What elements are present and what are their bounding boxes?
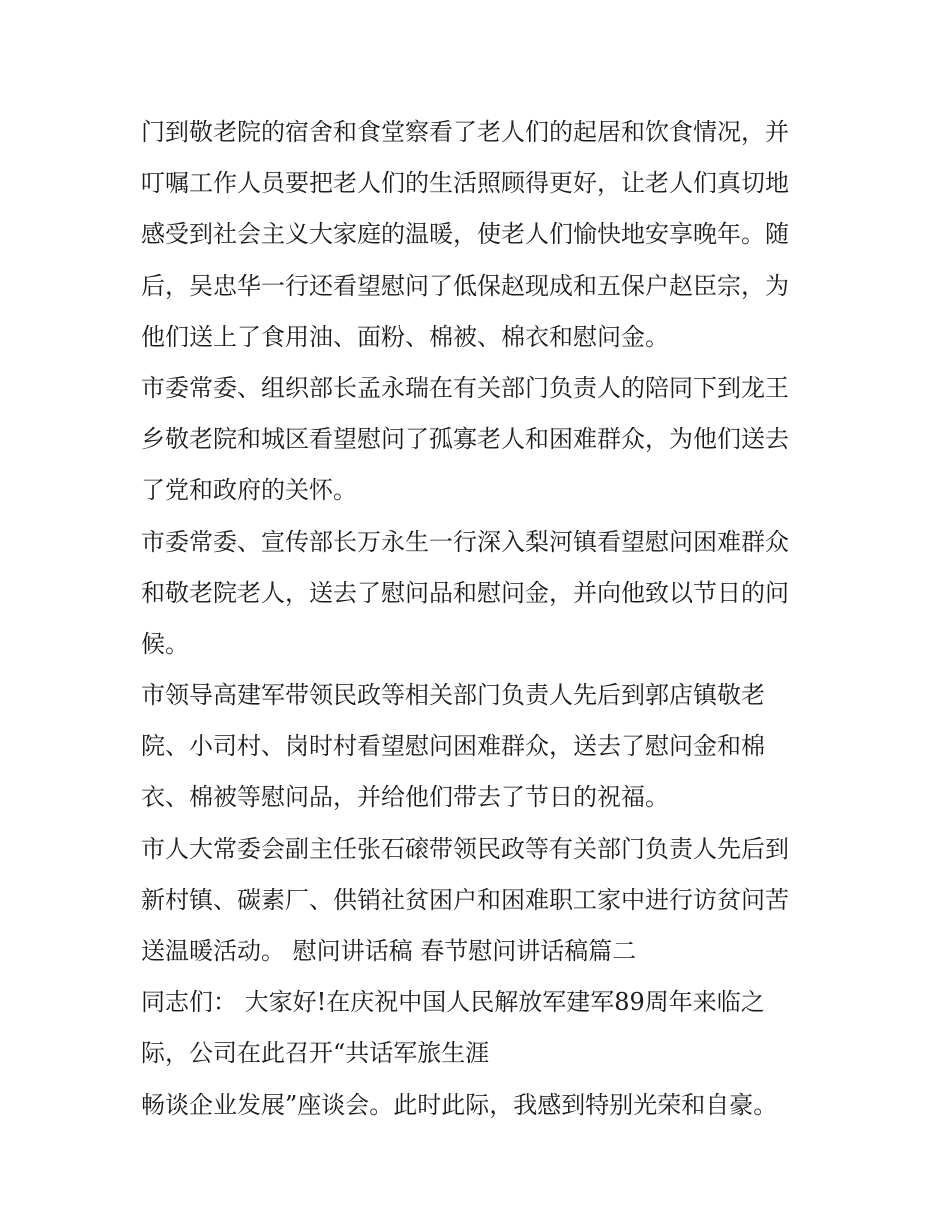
document-body	[141, 107, 821, 1131]
text-line: 市委常委、宣传部长万永生一行深入梨河镇看望慰问困难群众	[141, 527, 789, 556]
text-line: 门到敬老院的宿舍和食堂察看了老人们的起居和饮食情况，并	[141, 118, 789, 146]
text-line: 和敬老院老人，送去了慰问品和慰问金，并向他致以节日的问	[141, 578, 789, 607]
text-line: 际，公司在此召开“共话军旅生涯	[141, 1039, 490, 1068]
text-line: 后，吴忠华一行还看望慰问了低保赵现成和五保户赵臣宗，为	[141, 271, 789, 300]
text-line: 新村镇、碳素厂、供销社贫困户和困难职工家中进行访贫问苦	[141, 885, 789, 914]
text-line: 衣、棉被等慰问品，并给他们带去了节日的祝福。	[141, 783, 669, 812]
text-line: 候。	[141, 629, 189, 658]
text-line: 了党和政府的关怀。	[141, 476, 357, 505]
text-line: 叮嘱工作人员要把老人们的生活照顾得更好，让老人们真切地	[141, 169, 789, 198]
text-line: 送温暖活动。 慰问讲话稿 春节慰问讲话稿篇二	[141, 937, 637, 965]
text-line: 畅谈企业发展”座谈会。此时此际，我感到特别光荣和自豪。	[141, 1090, 778, 1119]
text-line: 乡敬老院和城区看望慰问了孤寡老人和困难群众，为他们送去	[141, 425, 789, 454]
text-line: 市委常委、组织部长孟永瑞在有关部门负责人的陪同下到龙王	[141, 373, 789, 402]
text-line: 感受到社会主义大家庭的温暖，使老人们愉快地安享晚年。随	[141, 220, 789, 249]
text-line: 市领导高建军带领民政等相关部门负责人先后到郭店镇敬老	[141, 681, 765, 710]
text-line: 同志们： 大家好!在庆祝中国人民解放军建军89周年来临之	[141, 988, 765, 1017]
text-line: 院、小司村、岗时村看望慰问困难群众，送去了慰问金和棉	[141, 732, 765, 761]
text-line: 他们送上了食用油、面粉、棉被、棉衣和慰问金。	[141, 322, 669, 351]
text-line: 市人大常委会副主任张石磙带领民政等有关部门负责人先后到	[141, 834, 789, 863]
